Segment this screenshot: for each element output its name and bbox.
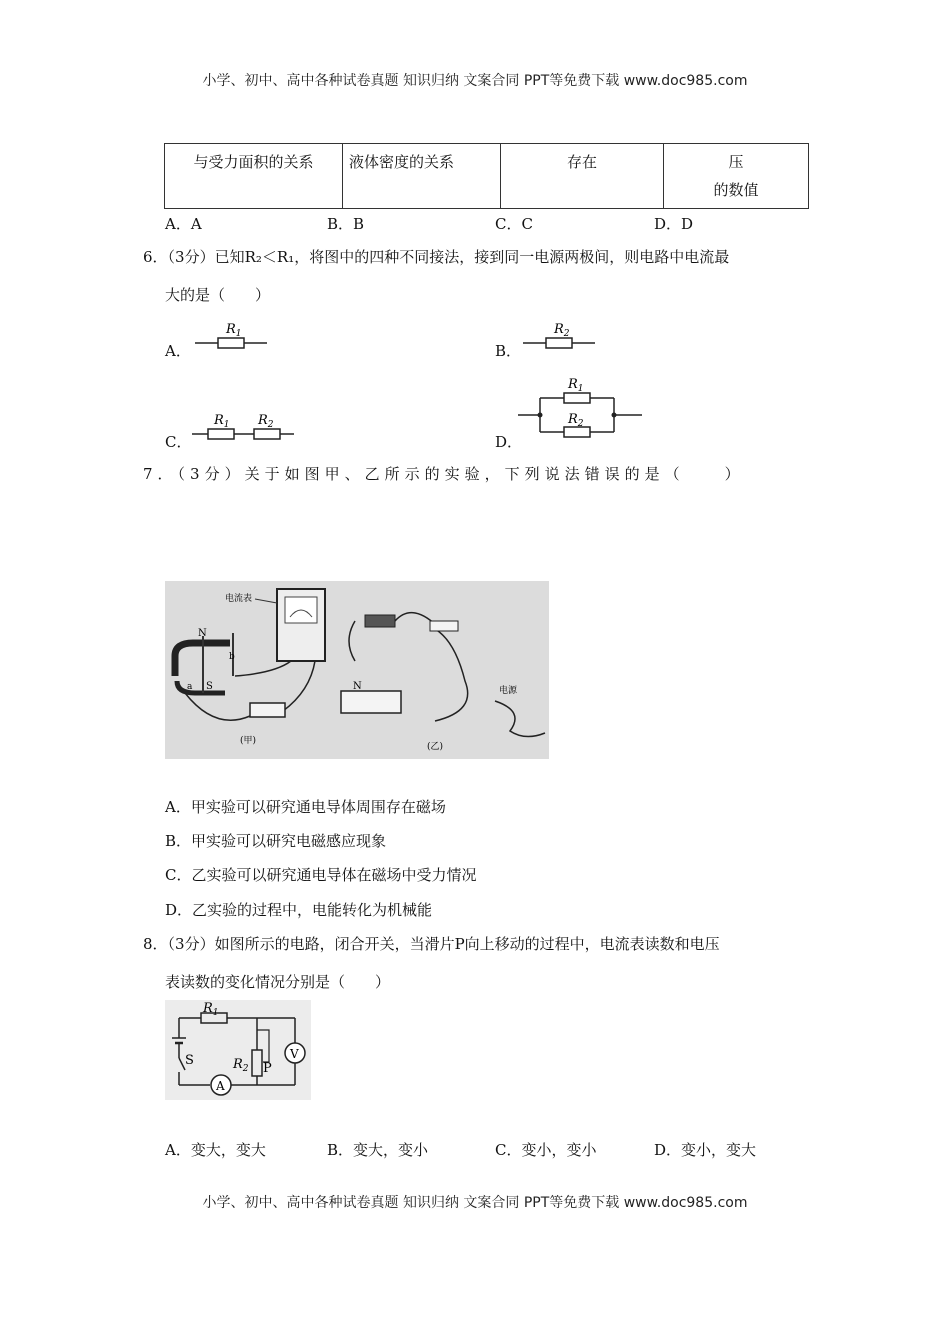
q8-stem-line2: 表读数的变化情况分别是（ ）: [165, 973, 391, 991]
q7-experiment-photo: [165, 581, 549, 759]
svg-text:R2: [553, 322, 570, 339]
q6-circuit-a: [190, 318, 270, 352]
option-d[interactable]: D．D: [654, 215, 694, 233]
r2-label: R: [568, 412, 578, 427]
svg-text:R1: [225, 322, 242, 339]
r2-label: R: [554, 322, 564, 337]
label-p: P: [263, 1061, 272, 1076]
label-a: A: [216, 1079, 225, 1093]
table-cell: [664, 144, 809, 209]
page-header: 小学、初中、高中各种试卷真题 知识归纳 文案合同 PPT等免费下载 www.doc985.com: [202, 73, 748, 89]
resistor-r1: [208, 429, 234, 439]
svg-text:R1: [567, 377, 584, 394]
resistor-r1: [564, 393, 590, 403]
svg-text:R1: [202, 1001, 219, 1018]
label-b: b: [229, 652, 235, 662]
label-battery: 电源: [499, 686, 518, 696]
svg-text:R2: [232, 1057, 249, 1074]
label-v: V: [290, 1047, 299, 1061]
label-n-yi: N: [353, 681, 362, 692]
experiment-sketch: [165, 581, 549, 759]
r2-label: R: [258, 413, 268, 428]
q8-option-c[interactable]: C．变小，变小: [495, 1141, 597, 1159]
r1-sub: 1: [212, 1008, 219, 1018]
q8-circuit: [165, 1000, 311, 1100]
q6-circuit-b: [518, 318, 598, 352]
q6-option-a-label[interactable]: A．: [165, 342, 191, 360]
q8-option-d[interactable]: D．变小，变大: [654, 1141, 757, 1159]
table-cell-text: 的数值: [713, 181, 759, 199]
q6-stem-line1: 6．（3分）已知R₂＜R₁，将图中的四种不同接法，接到同一电源两极间，则电路中电流最: [143, 248, 730, 266]
r1-label: R: [214, 413, 224, 428]
switch-jia: [250, 703, 285, 717]
r2-sub: 2: [563, 329, 570, 339]
switch-yi: [430, 621, 458, 631]
resistor-r2: [546, 338, 572, 348]
q6-circuit-d: [516, 372, 646, 442]
r2-sub: 2: [242, 1064, 249, 1074]
resistor-r2: [252, 1050, 262, 1076]
table-cell: 液体密度的关系: [343, 144, 501, 209]
table-cell: [501, 144, 664, 209]
q8-stem-line1: 8．（3分）如图所示的电路，闭合开关，当滑片P向上移动的过程中，电流表读数和电压: [143, 935, 720, 953]
table-row: [165, 144, 809, 209]
option-b[interactable]: B．B: [327, 215, 365, 233]
q7-stem: 7．（3分）关于如图甲、乙所示的实验，下列说法错误的是（ ）: [143, 465, 745, 483]
comparison-table: [164, 143, 809, 209]
svg-text:R1: [213, 413, 230, 430]
resistor-r2: [254, 429, 280, 439]
r1-label: R: [568, 377, 578, 392]
r1-label: R: [226, 322, 236, 337]
slider-p: [257, 1030, 269, 1062]
q6-option-c-label[interactable]: C．: [165, 433, 192, 451]
table-cell-text: 存在: [566, 153, 597, 171]
q6-option-d-label[interactable]: D．: [495, 433, 523, 451]
label-yi: (乙): [427, 742, 444, 752]
r1-sub: 1: [223, 420, 230, 430]
page-footer: 小学、初中、高中各种试卷真题 知识归纳 文案合同 PPT等免费下载 www.doc985.com: [202, 1195, 748, 1211]
svg-text:R2: [567, 412, 584, 429]
q8-circuit-figure: [165, 1000, 311, 1100]
svg-text:R2: [257, 413, 274, 430]
r1-label: R: [203, 1001, 213, 1016]
table-cell: 与受力面积的关系: [165, 144, 343, 209]
label-n: N: [198, 628, 207, 639]
q6-option-b-label[interactable]: B．: [495, 342, 522, 360]
label-s: S: [206, 681, 213, 692]
label-jia: (甲): [240, 736, 257, 746]
q7-option-d[interactable]: D．乙实验的过程中，电能转化为机械能: [165, 901, 433, 919]
q8-option-b[interactable]: B．变大，变小: [327, 1141, 429, 1159]
label-s: S: [185, 1053, 194, 1068]
option-c[interactable]: C．C: [495, 215, 533, 233]
q6-stem-line2: 大的是（ ）: [165, 286, 271, 304]
option-a[interactable]: A．A: [165, 215, 202, 233]
r1-sub: 1: [577, 384, 584, 394]
r2-sub: 2: [577, 419, 584, 429]
q7-option-b[interactable]: B．甲实验可以研究电磁感应现象: [165, 832, 387, 850]
q6-circuit-c: [190, 408, 300, 444]
label-ammeter: 电流表: [225, 594, 253, 604]
conductor-rod: [365, 615, 395, 627]
magnet-base: [341, 691, 401, 713]
q7-option-c[interactable]: C．乙实验可以研究通电导体在磁场中受力情况: [165, 866, 477, 884]
table-cell-text: 压: [728, 153, 744, 171]
q7-option-a[interactable]: A．甲实验可以研究通电导体周围存在磁场: [165, 798, 446, 816]
r2-sub: 2: [267, 420, 274, 430]
q8-option-a[interactable]: A．变大，变大: [165, 1141, 266, 1159]
label-a: a: [187, 682, 193, 692]
r2-label: R: [233, 1057, 243, 1072]
resistor-r1: [218, 338, 244, 348]
r1-sub: 1: [235, 329, 242, 339]
